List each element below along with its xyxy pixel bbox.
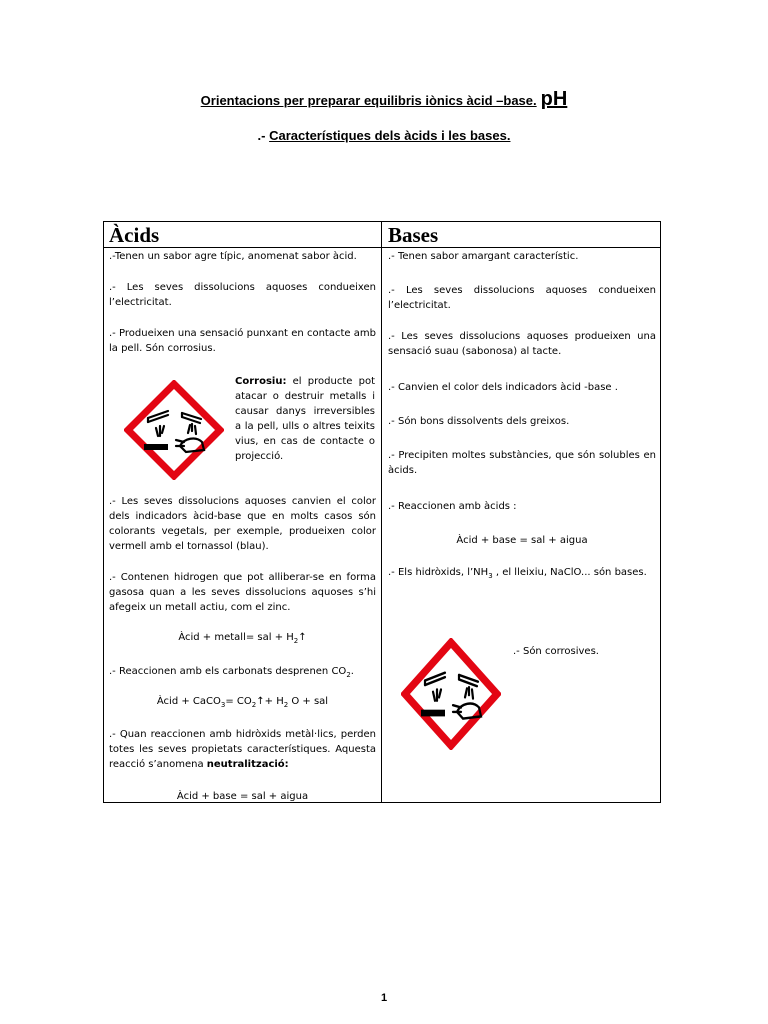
subtitle-text: Característiques dels àcids i les bases. [269, 128, 511, 143]
subtitle-prefix: .- [257, 128, 266, 143]
eq2-part-a: Àcid + CaCO [156, 696, 221, 707]
bases-corrosives: .- Són corrosives. [513, 646, 599, 657]
section-heading [0, 128, 768, 143]
eq2-part-b: = CO [225, 696, 252, 707]
acids-conductivitat: .- Les seves dissolucions aquoses condueixen l’electricitat. [109, 282, 376, 308]
hidroxids-text: .- Els hidròxids, l’NH [388, 567, 489, 578]
eq1-text: Àcid + metall= sal + H [178, 632, 294, 643]
bases-tacte: .- Les seves dissolucions aquoses produeixen una sensació suau (sabonosa) al tacte. [388, 331, 656, 357]
header-divider [104, 247, 660, 248]
eq2-sub2: 2 [251, 701, 257, 709]
carbonats-subscript: 2 [346, 671, 351, 679]
eq2-arrow: ↑ [256, 696, 265, 707]
acids-hidrogen: .- Contenen hidrogen que pot alliberar-se en forma gasosa quan a les seves dissolucions aquoses s’hi afegeix un metall actiu, com el zinc. [109, 572, 376, 613]
acids-neutralitzacio [109, 727, 376, 772]
acids-carbonats [109, 664, 376, 679]
corrosiu-text: el producte pot atacar o destruir metalls i causar danys irreversibles a la pell, ulls o altres teixits vius, en cas de contacte o projecció. [235, 376, 375, 462]
carbonats-period: . [350, 666, 354, 677]
acids-sabor: .-Tenen un sabor agre típic, anomenat sabor àcid. [109, 251, 357, 262]
document-title [0, 88, 768, 111]
bases-header: Bases [388, 223, 439, 247]
bases-equation: Àcid + base = sal + aigua [456, 535, 588, 546]
eq2-sub3: 2 [283, 701, 289, 709]
bases-greixos: .- Són bons dissolvents dels greixos. [388, 416, 570, 427]
eq2-part-d: O + sal [288, 696, 329, 707]
acids-bases-table [103, 221, 661, 803]
acids-equation-base: Àcid + base = sal + aigua [176, 791, 309, 802]
acids-header: Àcids [109, 223, 160, 247]
title-text: Orientacions per preparar equilibris iònics àcid –base. [200, 93, 537, 108]
hidroxids-subscript: 3 [488, 572, 493, 580]
neutralitzacio-text: .- Quan reaccionen amb hidròxids metàl·lics, perden totes les seves propietats característiques. Aquesta reacció s’anomena [109, 729, 376, 770]
bases-reaccionen: .- Reaccionen amb àcids : [388, 501, 517, 512]
title-ph: pH [540, 88, 568, 110]
eq1-subscript: 2 [293, 637, 299, 645]
corrosive-pictogram-icon [124, 380, 224, 480]
acids-indicadors: .- Les seves dissolucions aquoses canvien el color dels indicadors àcid-base que en molts casos són colorants vegetals, per exemple, produeixen color vermell amb el tornassol (blau). [109, 496, 376, 552]
acids-corrosius: .- Produeixen una sensació punxant en contacte amb la pell. Són corrosius. [109, 328, 376, 354]
corrosive-pictogram-icon-bases [401, 638, 501, 750]
bases-precipiten: .- Precipiten moltes substàncies, que són solubles en àcids. [388, 450, 656, 476]
page-number: 1 [380, 992, 388, 1004]
corrosiu-label: Corrosiu: [235, 376, 287, 387]
bases-sabor: .- Tenen sabor amargant característic. [388, 251, 579, 262]
bases-indicadors: .- Canvien el color dels indicadors àcid -base . [388, 382, 618, 393]
acids-equation-metall [109, 630, 376, 645]
bases-conductivitat: .- Les seves dissolucions aquoses condueixen l’electricitat. [388, 285, 656, 311]
carbonats-text: .- Reaccionen amb els carbonats desprenen CO [109, 666, 347, 677]
eq1-arrow: ↑ [298, 632, 307, 643]
eq2-sub1: 3 [220, 701, 226, 709]
neutralitzacio-bold: neutralització: [206, 759, 289, 770]
hidroxids-text-end: , el lleixiu, NaClO... són bases. [492, 567, 647, 578]
eq2-part-c: + H [264, 696, 284, 707]
column-divider [381, 222, 382, 802]
acids-equation-carbonat [109, 694, 376, 709]
corrosiu-description [235, 374, 375, 464]
bases-hidroxids [388, 565, 656, 580]
